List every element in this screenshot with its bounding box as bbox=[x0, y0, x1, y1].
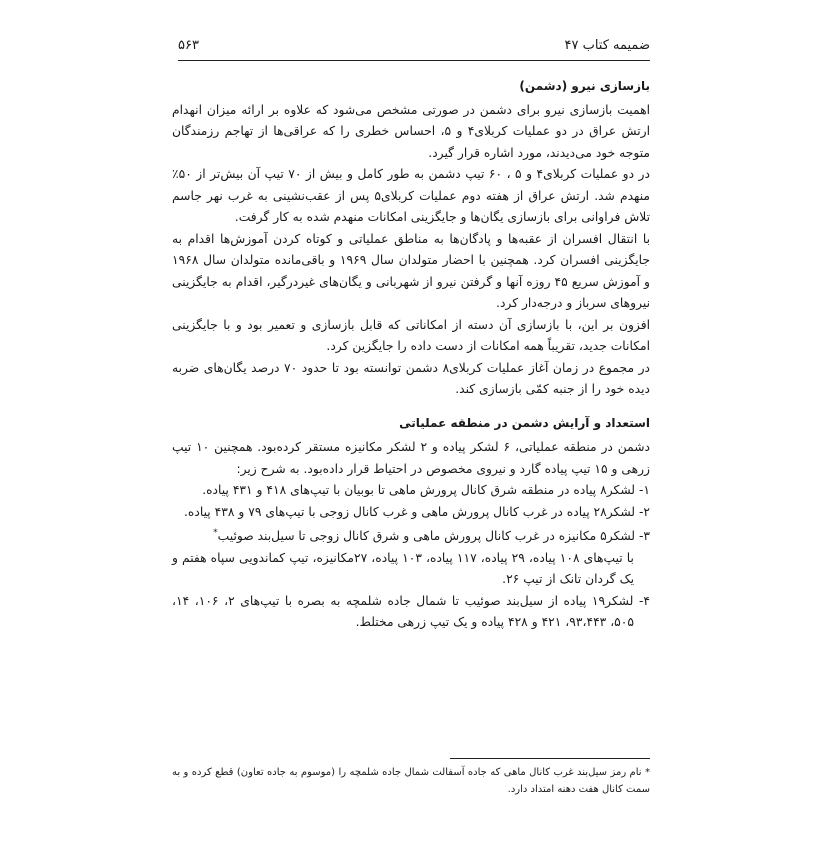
paragraph: اهمیت بازسازی نیرو برای دشمن در صورتی مشخص می‌شود که علاوه بر ارائه میزان انهدام ارتش عراق در دو عملیات کربلای۴ و ۵، احساس خطری را که عراقی‌ها از تهاجم رزمندگان متوجه خود می‌دیدند، مورد اشاره قرار گیرد. bbox=[172, 102, 650, 160]
list-item: ۲- لشکر۲۸ پیاده در غرب کانال پرورش ماهی و غرب کانال زوجی با تیپ‌های ۷۹ و ۴۳۸ پیاده. bbox=[184, 504, 650, 519]
footnote-divider bbox=[450, 758, 650, 759]
paragraph: با انتقال افسران از عقبه‌ها و پادگان‌ها به مناطق عملیاتی و کوتاه کردن آموزش‌ها اقدام به جایگزینی افسران کرد. همچنین با احضار متولدان سال ۱۹۶۹ و باقی‌مانده متولدان سال ۱۹۶۸ و آموزش سریع ۴۵ روزه آنها و گرفتن نیرو از شهربانی و یگان‌های غیردرگیر، اقدام به جایگزینی نیروهای سرباز و درجه‌دار کرد. bbox=[172, 231, 650, 310]
header-divider bbox=[178, 60, 650, 61]
list-item-text: ۳- لشکر۵ مکانیزه در غرب کانال پرورش ماهی و شرق کانال زوجی تا سیل‌بند صوئیب bbox=[217, 529, 650, 544]
list-item: ۱- لشکر۸ پیاده در منطقه شرق کانال پرورش ماهی تا بوبیان با تیپ‌های ۴۱۸ و ۴۳۱ پیاده. bbox=[202, 483, 650, 497]
page-header bbox=[178, 38, 650, 58]
book-title: ضمیمه کتاب ۴۷ bbox=[564, 38, 650, 53]
division-list bbox=[172, 480, 650, 634]
paragraph: دشمن در منطقه عملیاتی، ۶ لشکر پیاده و ۲ لشکر مکانیزه مستقر کرده‌بود. همچنین ۱۰ تیپ زرهی و ۱۵ تیپ پیاده گارد و نیروی مخصوص در احتیاط قرار داده‌بود. به شرح زیر: bbox=[172, 440, 650, 476]
list-item bbox=[172, 523, 650, 591]
list-item: ۴- لشکر۱۹ پیاده از سیل‌بند صوئیب تا شمال جاده شلمچه به بصره با تیپ‌های ۲، ۱۰۶، ۱۴، ۵۰۵، ۹۳،۴۴۳، ۴۲۱ و ۴۲۸ پیاده و یک تیپ زرهی مختلط. bbox=[172, 593, 650, 630]
footnote-marker: * bbox=[213, 528, 218, 538]
list-item-continuation: با تیپ‌های ۱۰۸ پیاده، ۲۹ پیاده، ۱۱۷ پیاده، ۱۰۳ پیاده، ۲۷مکانیزه، تیپ کماندویی سپاه هفتم و یک گردان تانک از تیپ ۲۶. bbox=[172, 550, 634, 587]
section-heading-rebuild: بازسازی نیرو (دشمن) bbox=[519, 79, 650, 93]
page-body bbox=[172, 76, 650, 634]
footnote: * نام رمز سیل‌بند غرب کانال ماهی که جاده آسفالت شمال جاده شلمچه را (موسوم به جاده تعاون) قطع کرده و به سمت کانال هفت دهنه امتداد دارد. bbox=[172, 767, 650, 795]
paragraph: افزون بر این، با بازسازی آن دسته از امکاناتی که قابل بازسازی و تعمیر بود و با جایگزینی امکانات جدید، تقریباً همه امکانات از دست داده را جایگزین کرد. bbox=[172, 317, 650, 353]
paragraph: در دو عملیات کربلای۴ و ۵ ، ۶۰ تیپ دشمن به طور کامل و بیش از ۷۰ تیپ آن بیش‌تر از ۵۰٪ منهدم شد. ارتش عراق از هفته دوم عملیات کربلای۵ پس از عقب‌نشینی به غرب نهر جاسم تلاش فراوانی برای بازسازی یگان‌ها و جایگزینی امکانات منهدم شده به کار گرفت. bbox=[172, 167, 650, 224]
page-number: ۵۶۳ bbox=[178, 38, 199, 53]
section-heading-deployment: استعداد و آرایش دشمن در منطقه عملیاتی bbox=[399, 415, 650, 430]
paragraph: در مجموع در زمان آغاز عملیات کربلای۸ دشمن توانسته بود تا حدود ۷۰ درصد یگان‌های ضربه دیده خود را از جنبه کمّی بازسازی کند. bbox=[172, 360, 650, 396]
